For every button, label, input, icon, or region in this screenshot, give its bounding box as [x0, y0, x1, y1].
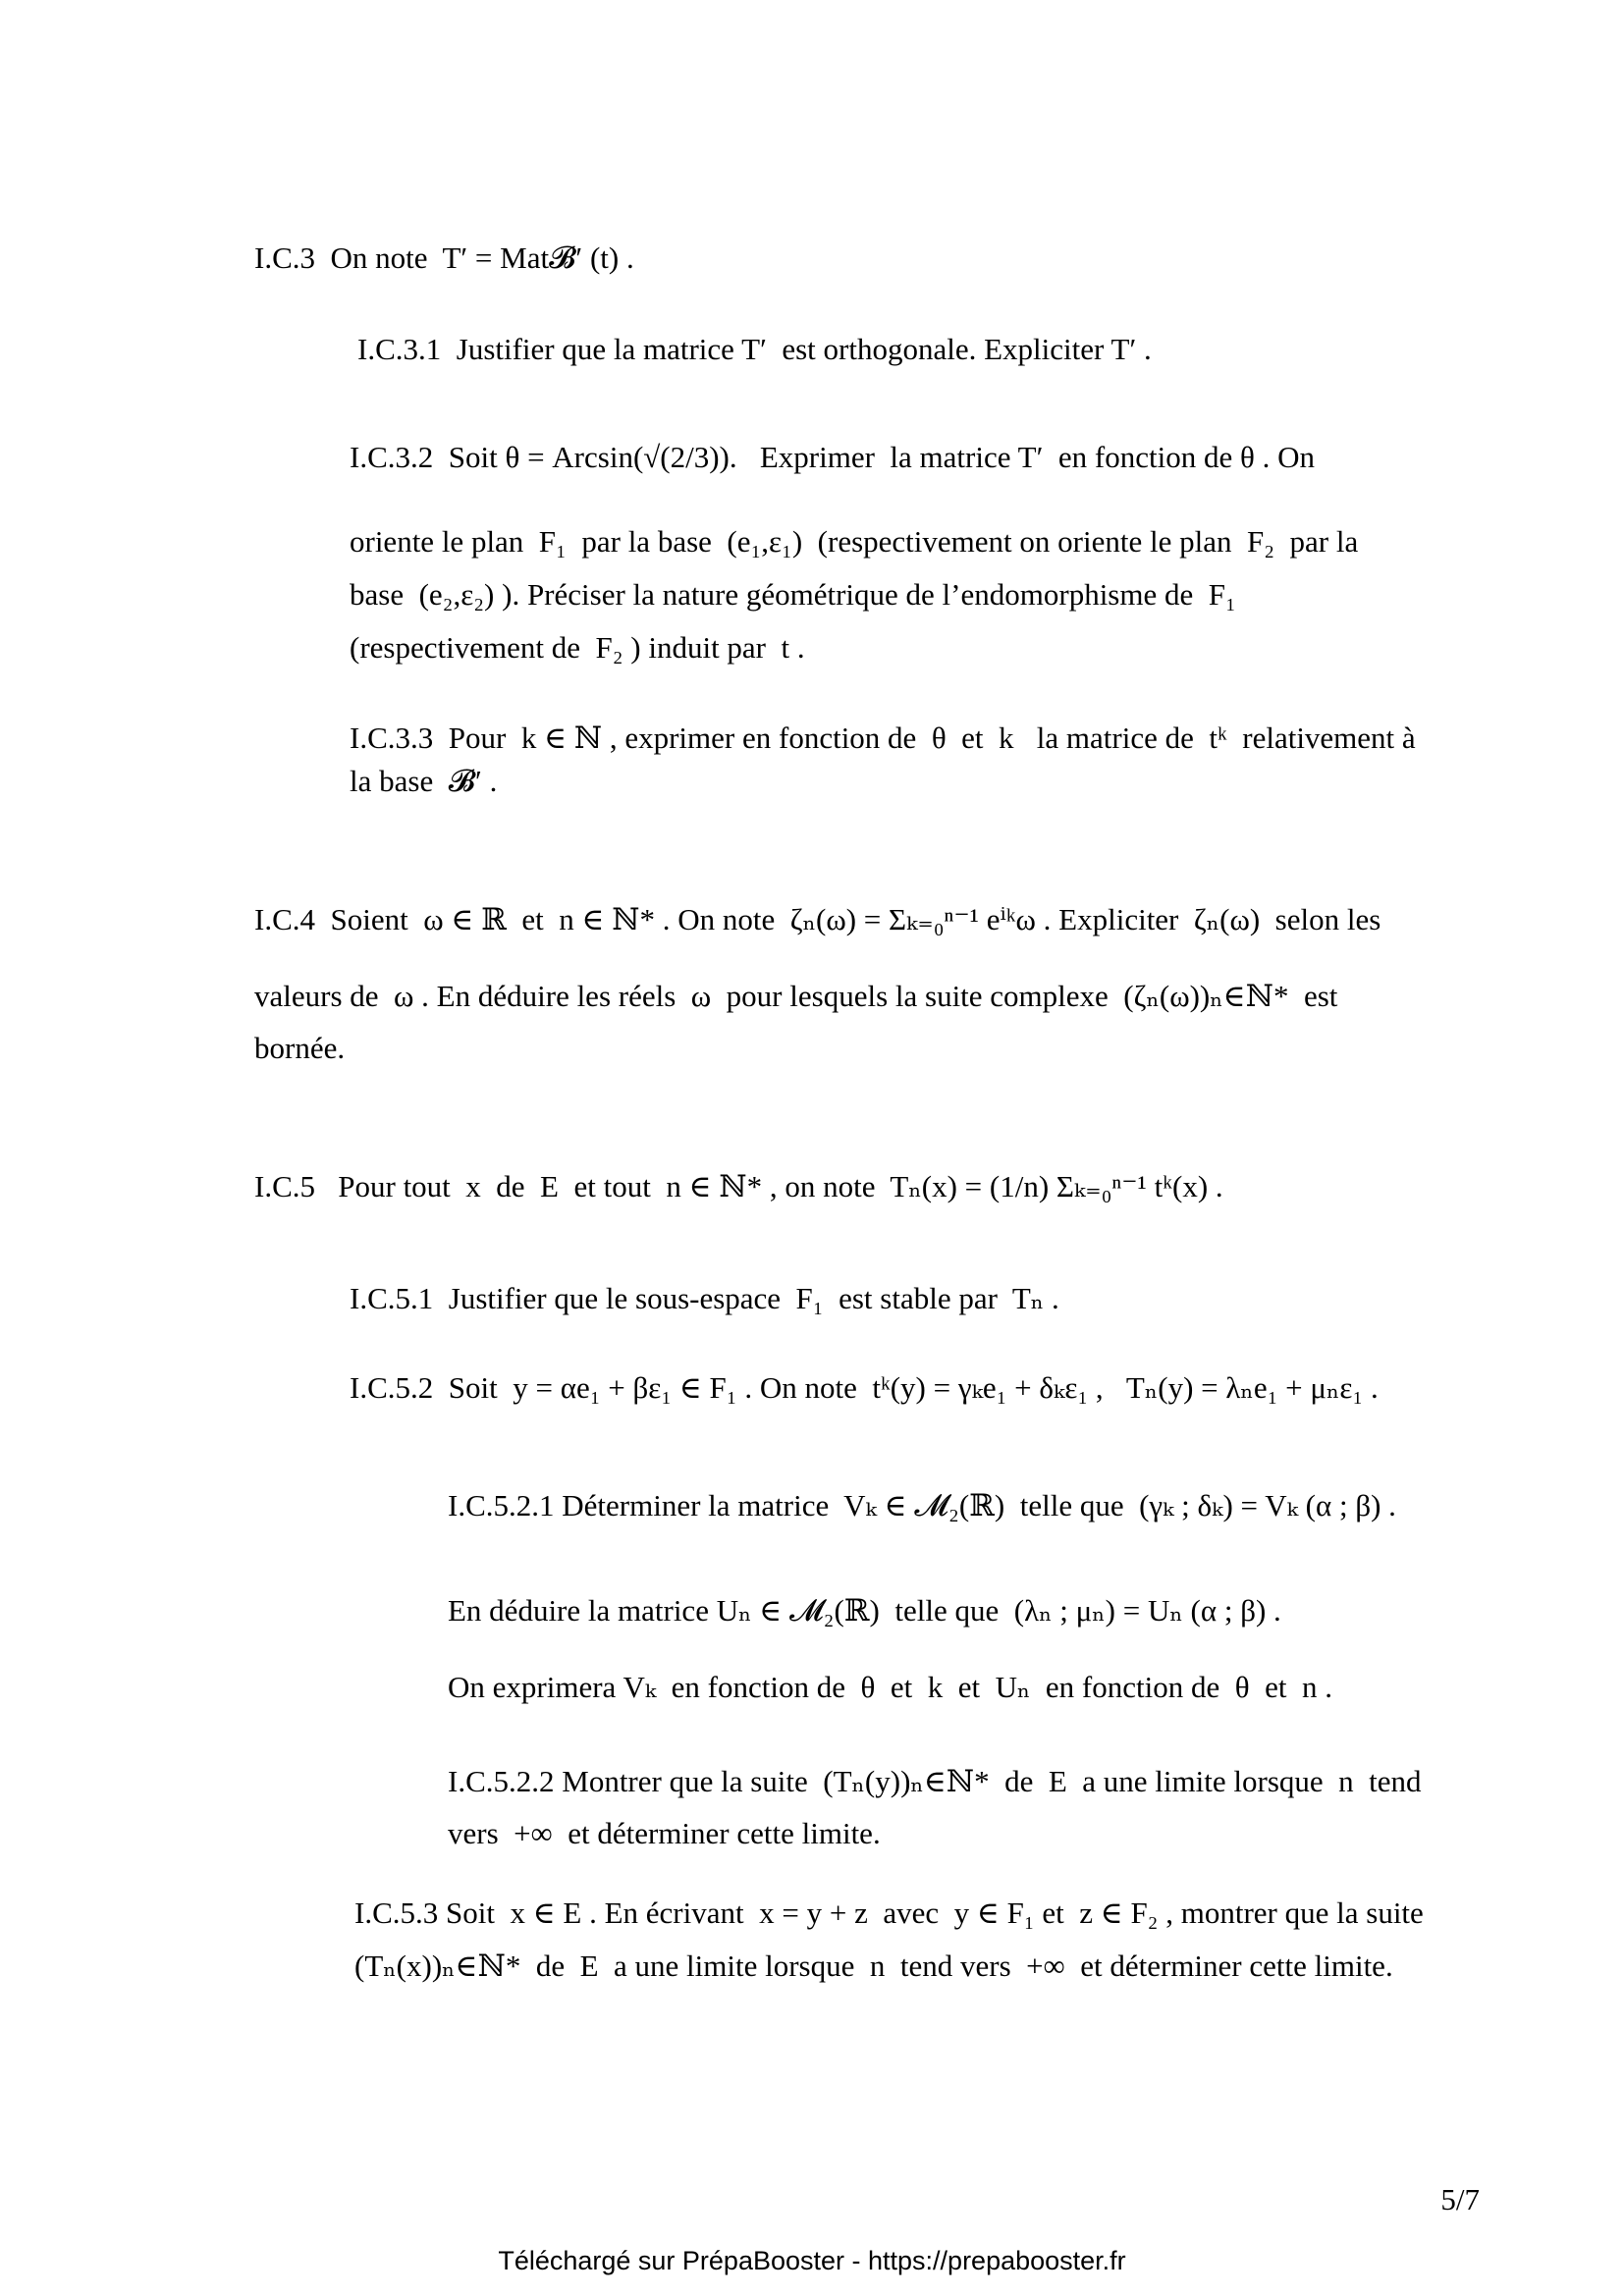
- section-ic4-line3: bornée.: [254, 1031, 346, 1065]
- question-ic521-line3: On exprimera Vₖ en fonction de θ et k et Uₙ en fonction de θ et n .: [448, 1670, 1332, 1704]
- question-ic32-line3: base (e₂,ε₂) ). Préciser la nature géométrique de l’endomorphisme de F₁: [350, 577, 1236, 612]
- section-ic4: I.C.4 Soient ω ∈ ℝ et n ∈ ℕ* . On note ζₙ(ω) = Σₖ₌₀ⁿ⁻¹ eⁱᵏω . Expliciter ζₙ(ω) selon les: [254, 902, 1381, 936]
- section-ic4-line2: valeurs de ω . En déduire les réels ω pour lesquels la suite complexe (ζₙ(ω))ₙ∈ℕ* est: [254, 979, 1338, 1013]
- question-ic53-line2: (Tₙ(x))ₙ∈ℕ* de E a une limite lorsque n tend vers +∞ et déterminer cette limite.: [354, 1949, 1393, 1983]
- question-ic521: I.C.5.2.1 Déterminer la matrice Vₖ ∈ 𝓜₂(ℝ) telle que (γₖ ; δₖ) = Vₖ (α ; β) .: [448, 1488, 1396, 1522]
- page-number: 5/7: [1440, 2182, 1480, 2216]
- question-ic33: I.C.3.3 Pour k ∈ ℕ , exprimer en fonction de θ et k la matrice de tᵏ relativement à: [350, 721, 1416, 755]
- question-ic32-line4: (respectivement de F₂ ) induit par t .: [350, 630, 805, 665]
- question-ic31: I.C.3.1 Justifier que la matrice T′ est orthogonale. Expliciter T′ .: [357, 332, 1152, 366]
- question-ic32-line2: oriente le plan F₁ par la base (e₁,ε₁) (respectivement on oriente le plan F₂ par la: [350, 524, 1359, 559]
- question-ic32: I.C.3.2 Soit θ = Arcsin(√(2/3)). Exprimer la matrice T′ en fonction de θ . On: [350, 440, 1315, 474]
- question-ic522: I.C.5.2.2 Montrer que la suite (Tₙ(y))ₙ∈ℕ* de E a une limite lorsque n tend: [448, 1764, 1422, 1798]
- download-footer: Téléchargé sur PrépaBooster - https://prepabooster.fr: [498, 2246, 1126, 2275]
- section-ic3-heading: I.C.3 On note T′ = Mat𝓑′ (t) .: [254, 240, 634, 275]
- question-ic522-line2: vers +∞ et déterminer cette limite.: [448, 1816, 881, 1850]
- question-ic521-line2: En déduire la matrice Uₙ ∈ 𝓜₂(ℝ) telle que (λₙ ; μₙ) = Uₙ (α ; β) .: [448, 1593, 1281, 1628]
- question-ic33-line2: la base 𝓑′ .: [350, 764, 498, 798]
- question-ic51: I.C.5.1 Justifier que le sous-espace F₁ est stable par Tₙ .: [350, 1281, 1059, 1315]
- section-ic5: I.C.5 Pour tout x de E et tout n ∈ ℕ* , on note Tₙ(x) = (1/n) Σₖ₌₀ⁿ⁻¹ tᵏ(x) .: [254, 1169, 1223, 1203]
- question-ic52: I.C.5.2 Soit y = αe₁ + βε₁ ∈ F₁ . On note tᵏ(y) = γₖe₁ + δₖε₁ , Tₙ(y) = λₙe₁ + μₙε₁ .: [350, 1370, 1379, 1405]
- question-ic53: I.C.5.3 Soit x ∈ E . En écrivant x = y + z avec y ∈ F₁ et z ∈ F₂ , montrer que la suite: [354, 1896, 1424, 1930]
